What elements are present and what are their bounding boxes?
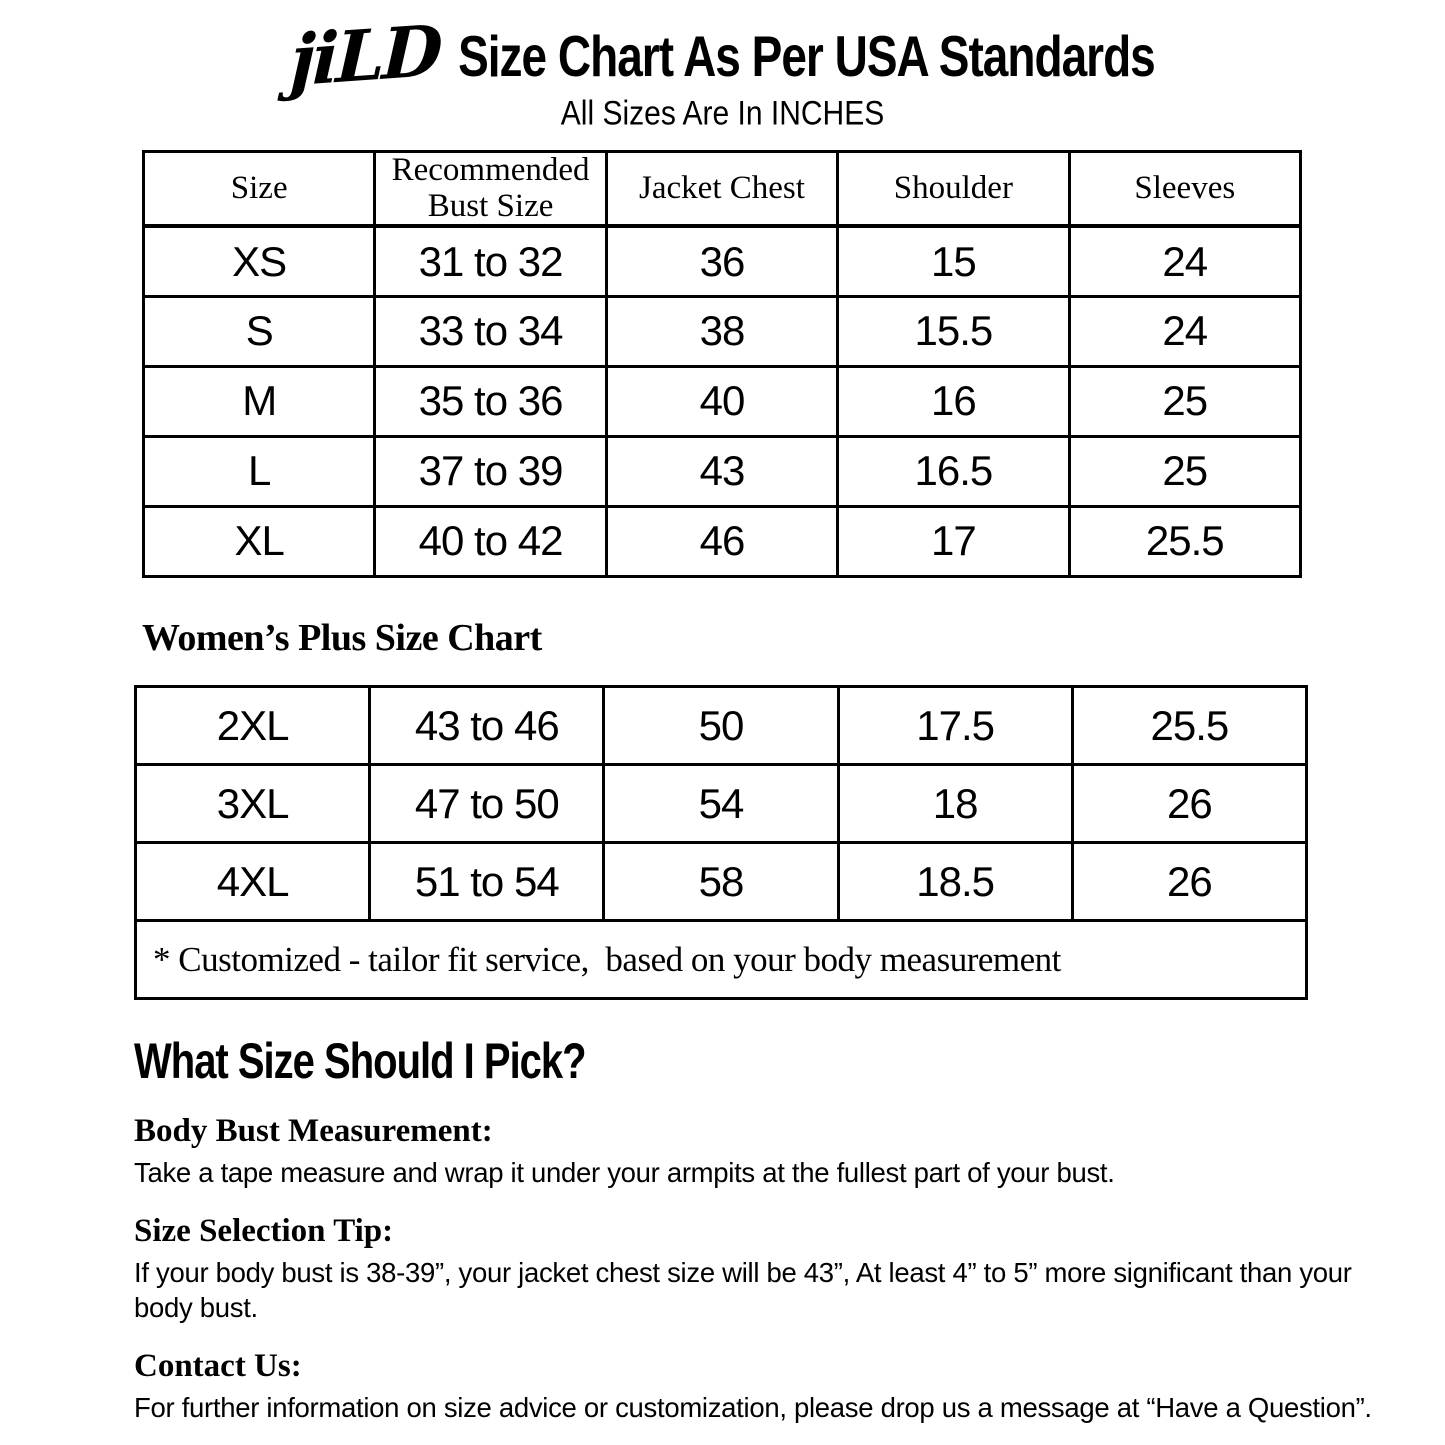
size-row-s xyxy=(144,296,1301,366)
size-selection-tip-text-line2: body bust. xyxy=(134,1292,258,1323)
cell-bust: 33 to 34 xyxy=(375,296,606,366)
size-guide xyxy=(134,1034,1439,1425)
size-row-m xyxy=(144,366,1301,436)
column-header-chest: Jacket Chest xyxy=(606,152,837,227)
size-guide-heading: What Size Should I Pick? xyxy=(134,1034,586,1090)
cell-bust: 51 to 54 xyxy=(370,843,604,921)
cell-chest: 50 xyxy=(604,687,838,765)
cell-bust: 47 to 50 xyxy=(370,765,604,843)
page-header xyxy=(0,8,1445,104)
contact-us-text: For further information on size advice or customization, please drop us a message at “Have a Question”. xyxy=(134,1392,1372,1423)
size-row-4xl xyxy=(136,843,1307,921)
cell-shoulder: 15 xyxy=(838,226,1069,296)
cell-bust: 43 to 46 xyxy=(370,687,604,765)
cell-size: XL xyxy=(144,506,375,576)
cell-bust: 31 to 32 xyxy=(375,226,606,296)
header-row xyxy=(144,152,1301,227)
size-chart-table xyxy=(142,150,1302,578)
column-header-bust: Recommended Bust Size xyxy=(375,152,606,227)
cell-shoulder: 17 xyxy=(838,506,1069,576)
cell-size: S xyxy=(144,296,375,366)
cell-shoulder: 15.5 xyxy=(838,296,1069,366)
size-selection-tip-text-line1: If your body bust is 38-39”, your jacket chest size will be 43”, At least 4” to 5” more significant than your xyxy=(134,1257,1352,1288)
bust-measurement-text: Take a tape measure and wrap it under your armpits at the fullest part of your bust. xyxy=(134,1157,1115,1188)
cell-size: L xyxy=(144,436,375,506)
plus-size-table xyxy=(134,685,1308,1000)
section-title-contact-us: Contact Us: xyxy=(134,1348,302,1384)
column-header-size: Size xyxy=(144,152,375,227)
section-title-bust-measurement: Body Bust Measurement: xyxy=(134,1113,493,1149)
customization-note-row xyxy=(136,921,1307,999)
cell-chest: 36 xyxy=(606,226,837,296)
cell-size: M xyxy=(144,366,375,436)
cell-shoulder: 18.5 xyxy=(838,843,1072,921)
cell-shoulder: 18 xyxy=(838,765,1072,843)
cell-chest: 43 xyxy=(606,436,837,506)
cell-chest: 46 xyxy=(606,506,837,576)
size-row-2xl xyxy=(136,687,1307,765)
cell-sleeves: 25 xyxy=(1069,366,1300,436)
page-title: Size Chart As Per USA Standards xyxy=(458,23,1155,89)
cell-sleeves: 26 xyxy=(1072,843,1306,921)
cell-chest: 38 xyxy=(606,296,837,366)
size-row-l xyxy=(144,436,1301,506)
cell-sleeves: 26 xyxy=(1072,765,1306,843)
cell-size: 3XL xyxy=(136,765,370,843)
customization-note: * Customized - tailor fit service, based on your body measurement xyxy=(136,921,1307,999)
brand-logo: jiLD xyxy=(288,8,442,103)
cell-sleeves: 25.5 xyxy=(1069,506,1300,576)
cell-shoulder: 17.5 xyxy=(838,687,1072,765)
column-header-sleeves: Sleeves xyxy=(1069,152,1300,227)
cell-size: XS xyxy=(144,226,375,296)
cell-bust: 37 to 39 xyxy=(375,436,606,506)
page-subtitle: All Sizes Are In INCHES xyxy=(560,94,885,133)
cell-chest: 54 xyxy=(604,765,838,843)
section-title-size-selection-tip: Size Selection Tip: xyxy=(134,1213,394,1249)
cell-sleeves: 24 xyxy=(1069,296,1300,366)
cell-sleeves: 24 xyxy=(1069,226,1300,296)
cell-sleeves: 25 xyxy=(1069,436,1300,506)
cell-chest: 58 xyxy=(604,843,838,921)
size-row-3xl xyxy=(136,765,1307,843)
cell-shoulder: 16 xyxy=(838,366,1069,436)
cell-bust: 40 to 42 xyxy=(375,506,606,576)
column-header-shoulder: Shoulder xyxy=(838,152,1069,227)
cell-shoulder: 16.5 xyxy=(838,436,1069,506)
cell-size: 2XL xyxy=(136,687,370,765)
size-row-xl xyxy=(144,506,1301,576)
plus-size-heading: Women’s Plus Size Chart xyxy=(142,617,542,659)
size-row-xs xyxy=(144,226,1301,296)
cell-bust: 35 to 36 xyxy=(375,366,606,436)
cell-size: 4XL xyxy=(136,843,370,921)
cell-sleeves: 25.5 xyxy=(1072,687,1306,765)
cell-chest: 40 xyxy=(606,366,837,436)
